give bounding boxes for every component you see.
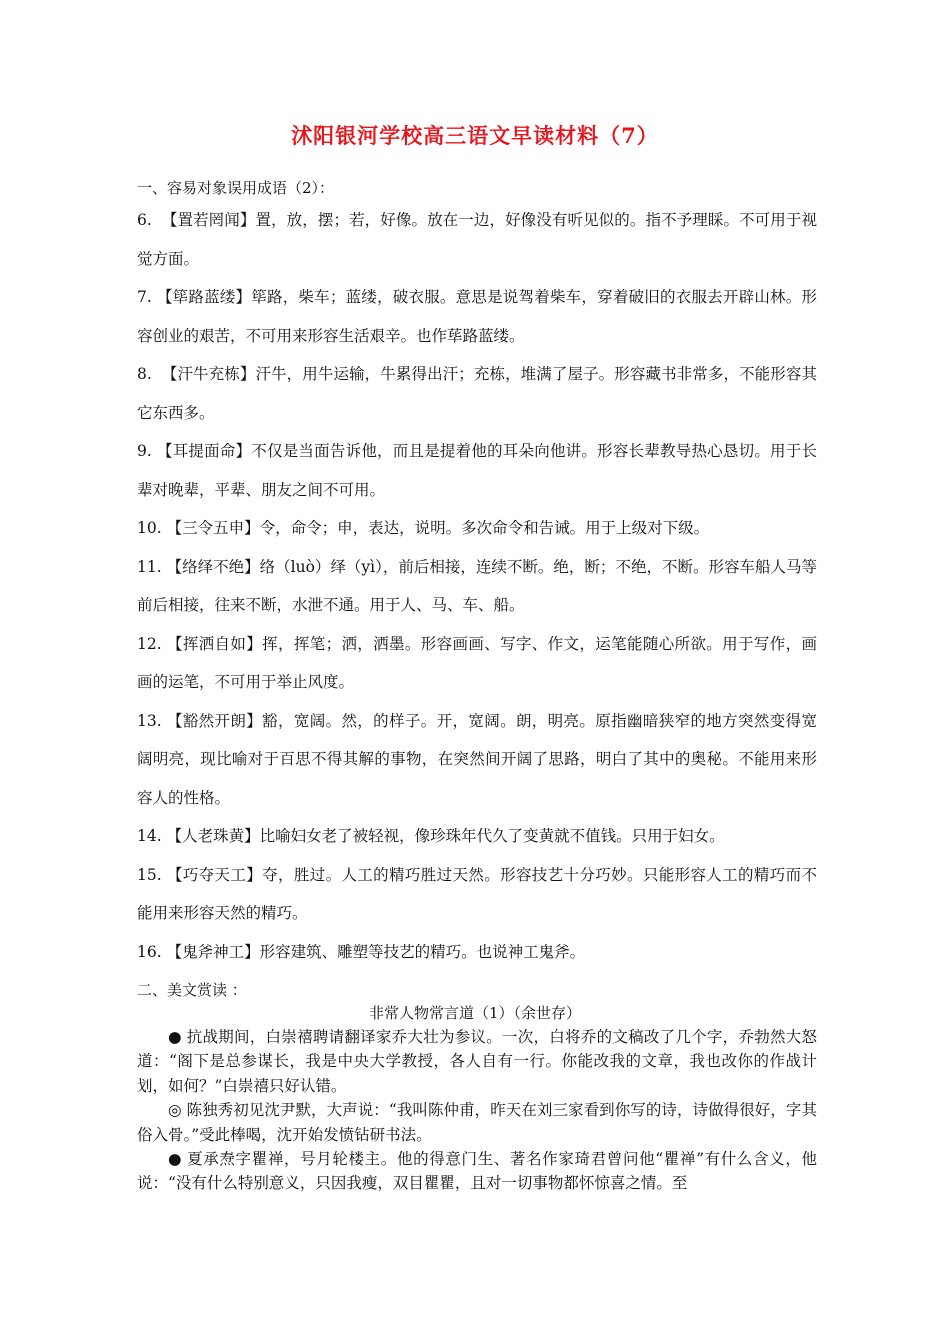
entry-number: 14.: [137, 827, 162, 845]
idiom-section: [137, 176, 817, 971]
idiom-entry: [137, 702, 817, 818]
article-body: [137, 1025, 817, 1196]
idiom-entry: [137, 548, 817, 625]
section-heading: 二、美文赏读 ：: [137, 981, 247, 999]
section-heading: 一、容易对象误用成语（2）：: [137, 179, 335, 197]
bullet-icon: ●: [168, 1150, 182, 1169]
entry-text: 【豁然开朗】豁，宽阔。然，的样子。开，宽阔。朗，明亮。原指幽暗狭窄的地方突然变得宽阔明亮，现比喻对于百思不得其解的事物，在突然间开阔了思路，明白了其中的奥秘。不能用来形容人的性格。: [137, 711, 817, 807]
idiom-entry: [137, 817, 817, 856]
entry-number: 10.: [137, 519, 162, 537]
idiom-entry: [137, 933, 817, 972]
entry-number: 8.: [137, 365, 152, 383]
idiom-entry: [137, 278, 817, 355]
entry-number: 13.: [137, 711, 162, 730]
idiom-entry: [137, 432, 817, 509]
entry-text: 【鬼斧神工】形容建筑、雕塑等技艺的精巧。也说神工鬼斧。: [166, 942, 586, 961]
entry-number: 7.: [137, 288, 152, 306]
article-title: 非常人物常言道（1）（余世存）: [368, 1004, 582, 1022]
idiom-entry: [137, 201, 817, 278]
paragraph-text: 抗战期间，白崇禧聘请翻译家乔大壮为参议。一次，白将乔的文稿改了几个字，乔勃然大怒道：“阁下是总参谋长，我是中央大学教授，各人自有一行。你能改我的文章，我也改你的作战计划，如何？”白崇禧只好认错。: [137, 1028, 817, 1095]
entry-number: 12.: [137, 634, 162, 653]
idiom-entry: [137, 625, 817, 702]
entry-text: 【巧夺天工】夺，胜过。人工的精巧胜过天然。形容技艺十分巧妙。只能形容人工的精巧而不能用来形容天然的精巧。: [137, 865, 817, 922]
paragraph-text: 陈独秀初见沈尹默，大声说：“我叫陈仲甫，昨天在刘三家看到你写的诗，诗做得很好，字其俗入骨。”受此棒喝，沈开始发愤钻研书法。: [137, 1101, 817, 1144]
article-paragraph: [137, 1025, 817, 1098]
entry-number: 15.: [137, 865, 162, 884]
entry-number: 11.: [137, 557, 162, 576]
entry-text: 【三令五申】令，命令；申，表达，说明。多次命令和告诫。用于上级对下级。: [166, 519, 710, 537]
page-title: 沭阳银河学校高三语文早读材料（7）: [291, 123, 659, 148]
entry-number: 9.: [137, 442, 152, 460]
entry-text: 【挥洒自如】挥，挥笔；洒，洒墨。形容画画、写字、作文，运笔能随心所欲。用于写作，画画的运笔，不可用于举止风度。: [137, 634, 817, 691]
entry-text: 【络绎不绝】络（luò）绎（yì），前后相接，连续不断。绝，断；不绝，不断。形容车船人马等前后相接，往来不断，水泄不通。用于人、马、车、船。: [137, 557, 817, 614]
entry-number: 6.: [137, 211, 152, 229]
idiom-entry: [137, 509, 817, 548]
idiom-entry: [137, 856, 817, 933]
entry-text: 【汗牛充栋】汗牛，用牛运输，牛累得出汗；充栋，堆满了屋子。形容藏书非常多，不能形容其它东西多。: [137, 365, 817, 422]
entry-number: 16.: [137, 942, 162, 961]
bullet-icon: ◎: [168, 1101, 182, 1120]
bullet-icon: ●: [168, 1028, 182, 1046]
entry-text: 【人老珠黄】比喻妇女老了被轻视，像珍珠年代久了变黄就不值钱。只用于妇女。: [166, 827, 725, 845]
idiom-entry: [137, 355, 817, 432]
entry-text: 【筚路蓝缕】筚路，柴车；蓝缕，破衣服。意思是说驾着柴车，穿着破旧的衣服去开辟山林。形容创业的艰苦，不可用来形容生活艰辛。也作荜路蓝缕。: [137, 288, 817, 345]
article-paragraph: [137, 1147, 817, 1196]
article-paragraph: [137, 1098, 817, 1147]
paragraph-text: 夏承焘字瞿禅，号月轮楼主。他的得意门生、著名作家琦君曾问他“瞿禅”有什么含义，他说：“没有什么特别意义，只因我瘦，双目瞿瞿，且对一切事物都怀惊喜之情。至: [137, 1150, 817, 1193]
entry-text: 【耳提面命】不仅是当面告诉他，而且是提着他的耳朵向他讲。形容长辈教导热心恳切。用于长辈对晚辈，平辈、朋友之间不可用。: [137, 442, 817, 499]
entry-text: 【置若罔闻】置，放，摆；若，好像。放在一边，好像没有听见似的。指不予理睬。不可用于视觉方面。: [137, 211, 817, 268]
